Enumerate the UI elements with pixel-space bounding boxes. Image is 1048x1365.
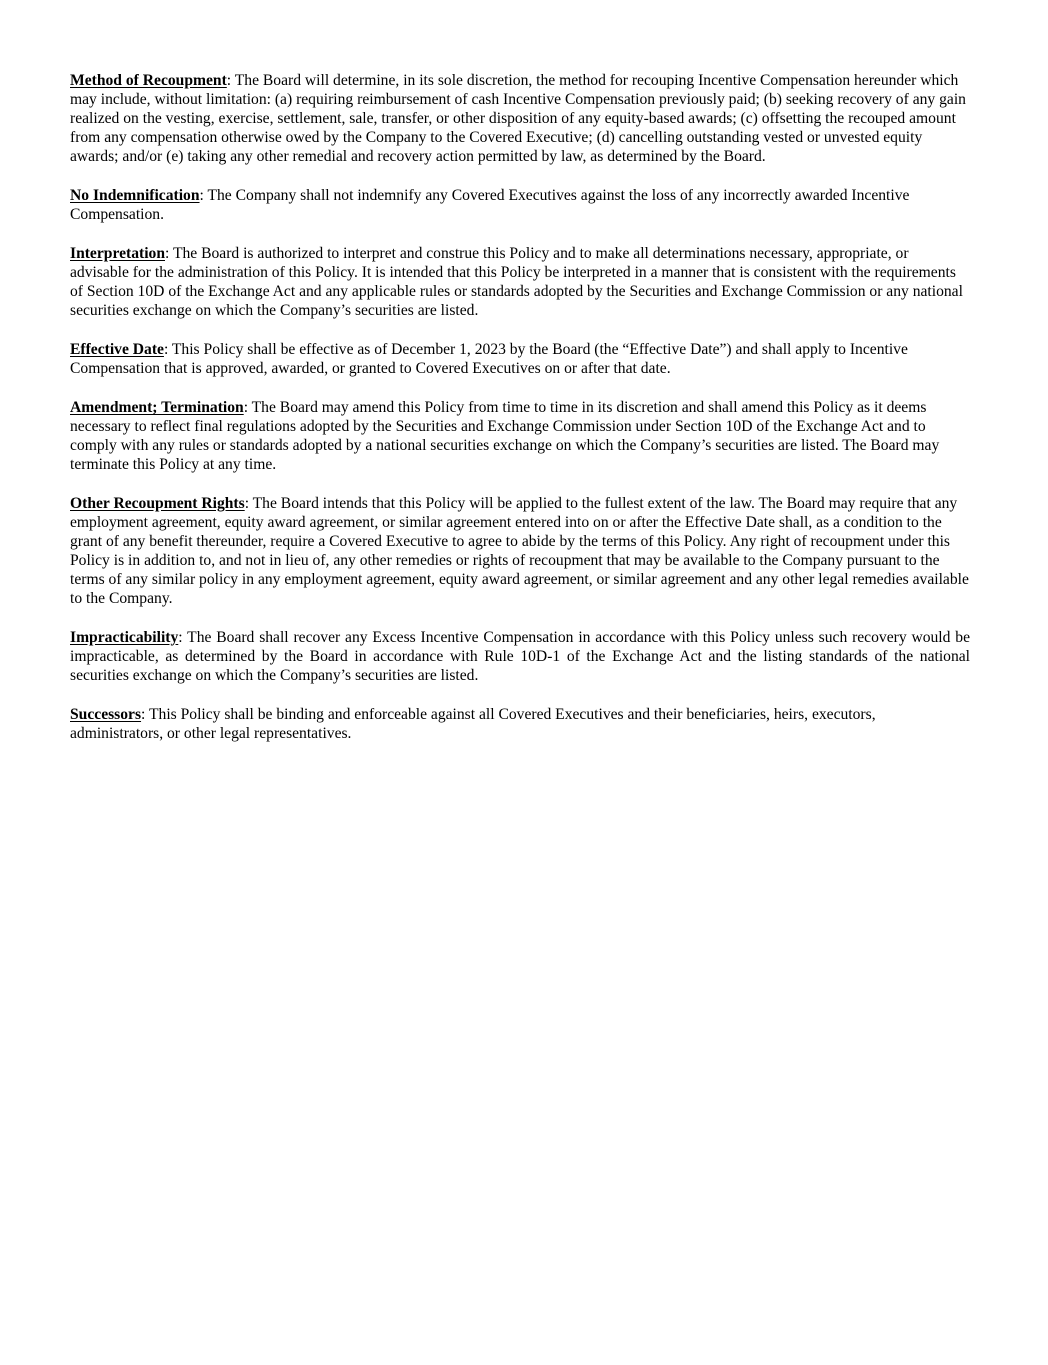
section-heading: Effective Date [70, 341, 164, 358]
section-body: : The Board intends that this Policy will be applied to the fullest extent of the law. The Board may require that any employment agreement, equity award agreement, or similar agreement entered into on or after the Effective Date shall, as a condition to the grant of any benefit thereunder, require a Covered Executive to agree to abide by the terms of this Policy. Any right of recoupment under this Policy is in addition to, and not in lieu of, any other remedies or rights of recoupment that may be available to the Company pursuant to the terms of any similar policy in any employment agreement, equity award agreement, or similar agreement and any other legal remedies available to the Company. [70, 495, 969, 607]
section-no-indemnification [70, 186, 970, 224]
section-impracticability [70, 628, 970, 685]
section-interpretation [70, 244, 970, 320]
section-heading: Amendment; Termination [70, 399, 244, 416]
section-other-recoupment-rights [70, 494, 970, 608]
section-body: : The Board is authorized to interpret and construe this Policy and to make all determinations necessary, appropriate, or advisable for the administration of this Policy. It is intended that this Policy be interpreted in a manner that is consistent with the requirements of Section 10D of the Exchange Act and any applicable rules or standards adopted by the Securities and Exchange Commission or any national securities exchange on which the Company’s securities are listed. [70, 245, 963, 319]
section-body: : This Policy shall be effective as of December 1, 2023 by the Board (the “Effective Date”) and shall apply to Incentive Compensation that is approved, awarded, or granted to Covered Executives on or after that date. [70, 341, 908, 377]
section-heading: No Indemnification [70, 187, 200, 204]
section-effective-date [70, 340, 970, 378]
section-body: : The Board may amend this Policy from time to time in its discretion and shall amend this Policy as it deems necessary to reflect final regulations adopted by the Securities and Exchange Commission under Section 10D of the Exchange Act and to comply with any rules or standards adopted by a national securities exchange on which the Company’s securities are listed. The Board may terminate this Policy at any time. [70, 399, 940, 473]
section-body: : The Board shall recover any Excess Incentive Compensation in accordance with this Policy unless such recovery would be impracticable, as determined by the Board in accordance with Rule 10D-1 of the Exchange Act and the listing standards of the national securities exchange on which the Company’s securities are listed. [70, 629, 970, 684]
section-successors [70, 705, 970, 743]
section-amendment-termination [70, 398, 970, 474]
section-heading: Impracticability [70, 629, 179, 646]
section-method-of-recoupment [70, 71, 970, 166]
section-body: : The Company shall not indemnify any Covered Executives against the loss of any incorrectly awarded Incentive Compensation. [70, 187, 910, 223]
section-heading: Interpretation [70, 245, 165, 262]
section-body: : The Board will determine, in its sole discretion, the method for recouping Incentive Compensation hereunder which may include, without limitation: (a) requiring reimbursement of cash Incentive Compensation previously paid; (b) seeking recovery of any gain realized on the vesting, exercise, settlement, sale, transfer, or other disposition of any equity-based awards; (c) offsetting the recouped amount from any compensation otherwise owed by the Company to the Covered Executive; (d) cancelling outstanding vested or unvested equity awards; and/or (e) taking any other remedial and recovery action permitted by law, as determined by the Board. [70, 72, 966, 165]
section-heading: Method of Recoupment [70, 72, 227, 89]
section-heading: Other Recoupment Rights [70, 495, 245, 512]
section-heading: Successors [70, 706, 142, 723]
section-body: : This Policy shall be binding and enforceable against all Covered Executives and their beneficiaries, heirs, executors, administrators, or other legal representatives. [70, 706, 876, 742]
document-page [70, 71, 970, 763]
